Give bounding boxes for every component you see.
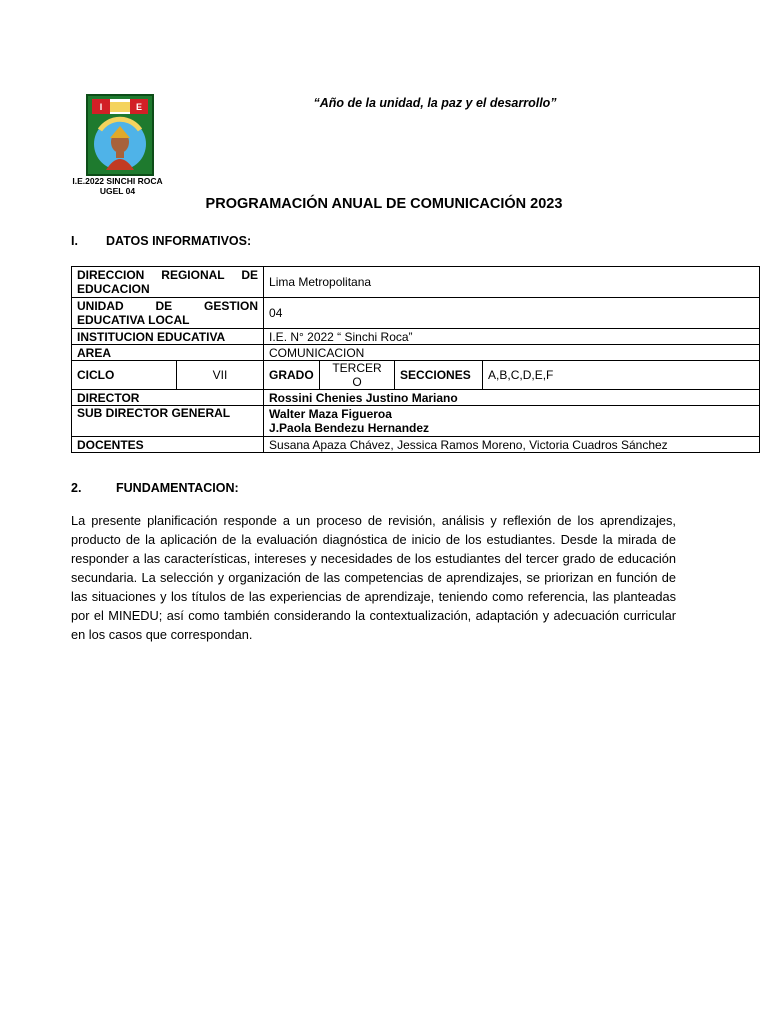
ugel-label: UNIDAD DE GESTION EDUCATIVA LOCAL xyxy=(72,298,264,329)
document-title: PROGRAMACIÓN ANUAL DE COMUNICACIÓN 2023 xyxy=(205,196,563,212)
director-value: Rossini Chenies Justino Mariano xyxy=(264,390,760,406)
dre-label: DIRECCION REGIONAL DE EDUCACION xyxy=(72,267,264,298)
info-table xyxy=(71,266,760,453)
dre-value: Lima Metropolitana xyxy=(264,267,760,298)
school-name: I.E.2022 SINCHI ROCA xyxy=(72,176,163,186)
fundamentacion-paragraph: La presente planificación responde a un proceso de revisión, análisis y reflexión de los aprendizajes, producto de la aplicación de la evaluación diagnóstica de inicio de los estudiantes. Desde la mirada de responder a las características, intereses y necesidades de los estudiantes del tercer grado de educación secundaria. La selección y organización de las competencias de aprendizajes, se priorizan en función de las situaciones y los títulos de las experiencias de aprendizaje, teniendo como referencia, las planteadas por el MINEDU; así como también considerando la contextualización, adaptación y adecuación curricular en los casos que correspondan. xyxy=(71,513,676,642)
section1-title: DATOS INFORMATIVOS: xyxy=(106,234,252,248)
table-row xyxy=(72,345,760,361)
table-row xyxy=(72,298,760,329)
ciclo-value: VII xyxy=(177,361,264,390)
table-row xyxy=(72,361,760,390)
ie-label: INSTITUCION EDUCATIVA xyxy=(72,329,264,345)
table-row xyxy=(72,329,760,345)
school-ugel: UGEL 04 xyxy=(99,186,136,196)
area-value: COMUNICACION xyxy=(264,345,760,361)
grado-label: GRADO xyxy=(264,361,320,390)
grado-value: TERCER O xyxy=(320,361,395,390)
area-label: AREA xyxy=(72,345,264,361)
table-row xyxy=(72,390,760,406)
ciclo-label: CICLO xyxy=(72,361,177,390)
docentes-label: DOCENTES xyxy=(72,437,264,453)
header-motto: “Año de la unidad, la paz y el desarrollo” xyxy=(313,96,557,110)
section2-number: 2. xyxy=(71,481,82,495)
secciones-label: SECCIONES xyxy=(395,361,483,390)
subdirector-label: SUB DIRECTOR GENERAL xyxy=(72,406,264,437)
svg-text:I: I xyxy=(99,102,103,112)
table-row xyxy=(72,437,760,453)
secciones-value: A,B,C,D,E,F xyxy=(483,361,760,390)
ugel-value: 04 xyxy=(264,298,760,329)
director-label: DIRECTOR xyxy=(72,390,264,406)
school-logo xyxy=(86,94,154,176)
ie-value: I.E. N° 2022 “ Sinchi Roca” xyxy=(264,329,760,345)
subdirector-value: Walter Maza Figueroa J.Paola Bendezu Hernandez xyxy=(264,406,760,437)
table-row xyxy=(72,406,760,437)
section1-number: I. xyxy=(71,234,78,248)
table-row xyxy=(72,267,760,298)
docentes-value: Susana Apaza Chávez, Jessica Ramos Moreno, Victoria Cuadros Sánchez xyxy=(264,437,760,453)
section2-title: FUNDAMENTACION: xyxy=(116,481,239,495)
svg-text:E: E xyxy=(135,102,143,112)
